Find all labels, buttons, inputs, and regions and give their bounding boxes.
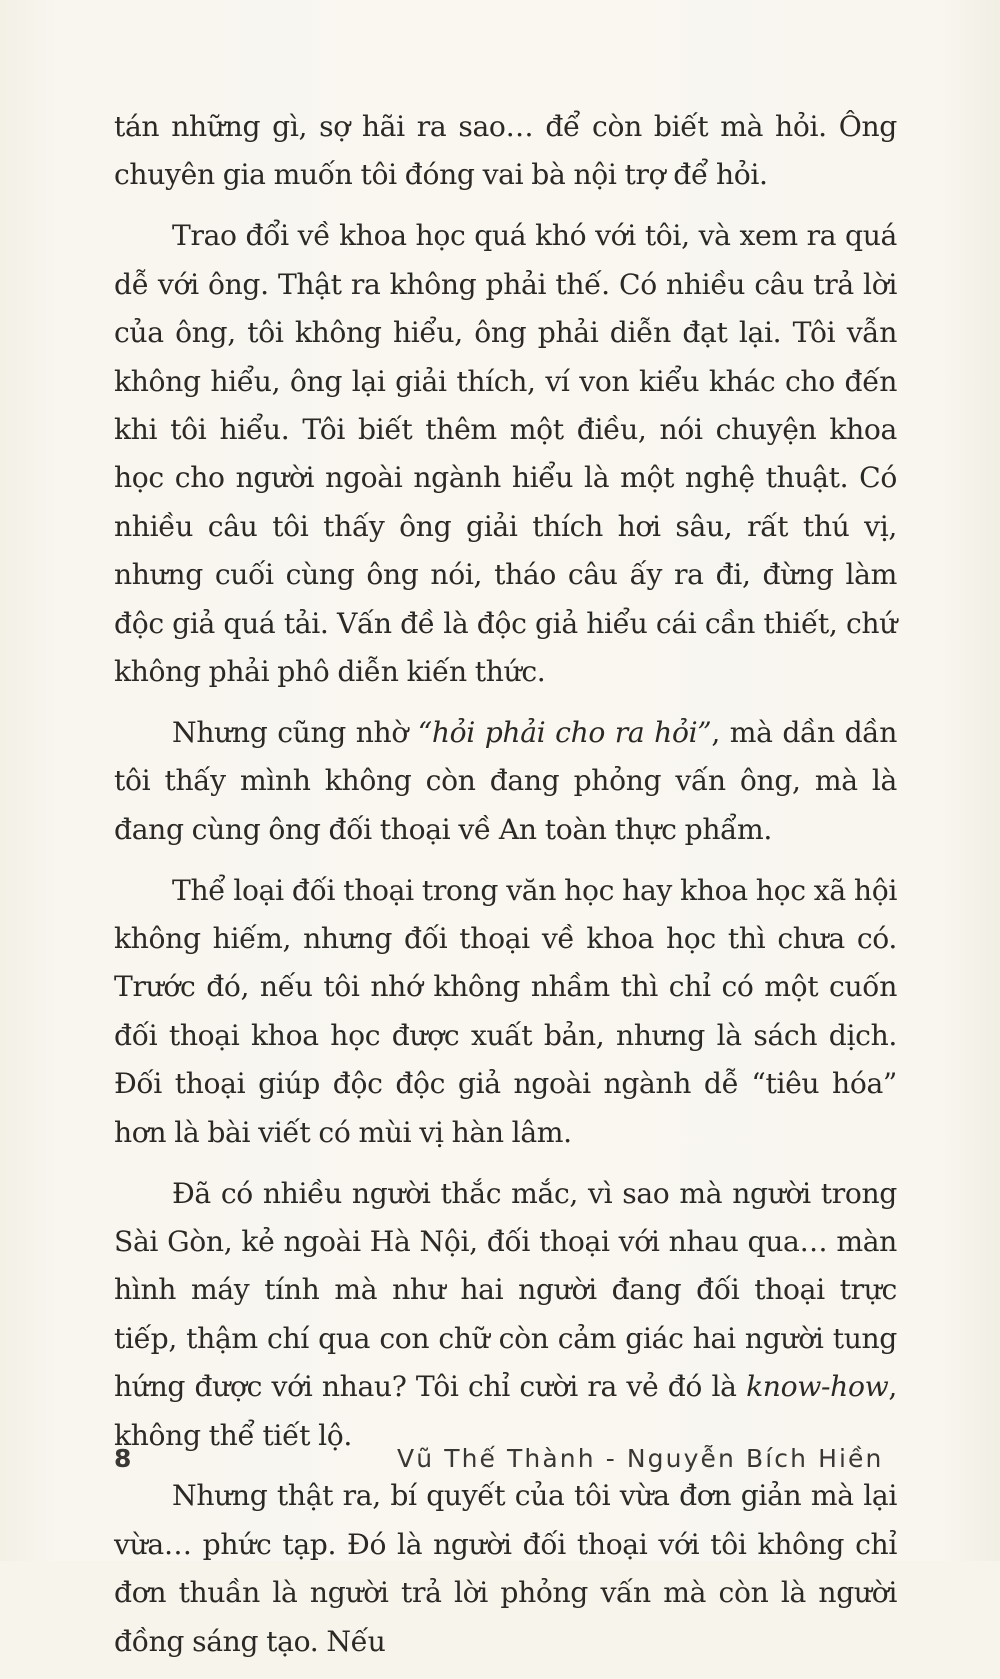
page-number: 8 (114, 1444, 132, 1473)
paragraph-text: , mà dần dần tôi thấy mình không còn đang phỏng vấn ông, mà là đang cùng ông đối thoại về An toàn thực phẩm. (114, 715, 897, 846)
paragraph (114, 1170, 897, 1460)
footer-authors: Vũ Thế Thành - Nguyễn Bích Hiền (397, 1444, 884, 1473)
paragraph-text: Nhưng cũng nhờ (172, 715, 418, 749)
paragraph-continuation: tán những gì, sợ hãi ra sao… để còn biết mà hỏi. Ông chuyên gia muốn tôi đóng vai bà nội trợ để hỏi. (114, 110, 897, 192)
paragraph: Thể loại đối thoại trong văn học hay khoa học xã hội không hiếm, nhưng đối thoại về khoa học thì chưa có. Trước đó, nếu tôi nhớ không nhầm thì chỉ có một cuốn đối thoại khoa học được xuất bản, nhưng là sách dịch. Đối thoại giúp độc độc giả ngoài ngành dễ “tiêu hóa” hơn là bài viết có mùi vị hàn lâm. (114, 873, 897, 1149)
paragraph: Nhưng thật ra, bí quyết của tôi vừa đơn giản mà lại vừa… phức tạp. Đó là người đối thoại với tôi không chỉ đơn thuần là người trả lời phỏng vấn mà còn là người đồng sáng tạo. Nếu (114, 1479, 897, 1658)
paragraph-text: , không thể tiết lộ. (114, 1370, 897, 1452)
body-text (114, 103, 897, 1679)
paragraph: Trao đổi về khoa học quá khó với tôi, và xem ra quá dễ với ông. Thật ra không phải thế. Có nhiều câu trả lời của ông, tôi không hiểu, ông phải diễn đạt lại. Tôi vẫn không hiểu, ông lại giải thích, ví von kiểu khác cho đến khi tôi hiểu. Tôi biết thêm một điều, nói chuyện khoa học cho người ngoài ngành hiểu là một nghệ thuật. Có nhiều câu tôi thấy ông giải thích hơi sâu, rất thú vị, nhưng cuối cùng ông nói, tháo câu ấy ra đi, đừng làm độc giả quá tải. Vấn đề là độc giả hiểu cái cần thiết, chứ không phải phô diễn kiến thức. (114, 219, 897, 688)
page-footer (114, 1444, 894, 1484)
italic-term: know-how (746, 1370, 889, 1404)
italic-quote: “hỏi phải cho ra hỏi” (417, 715, 712, 749)
paragraph (114, 709, 897, 854)
paragraph-text: Đã có nhiều người thắc mắc, vì sao mà người trong Sài Gòn, kẻ ngoài Hà Nội, đối thoại với nhau qua… màn hình máy tính mà như hai người đang đối thoại trực tiếp, thậm chí qua con chữ còn cảm giác hai người tung hứng được với nhau? Tôi chỉ cười ra vẻ đó là (114, 1176, 897, 1404)
